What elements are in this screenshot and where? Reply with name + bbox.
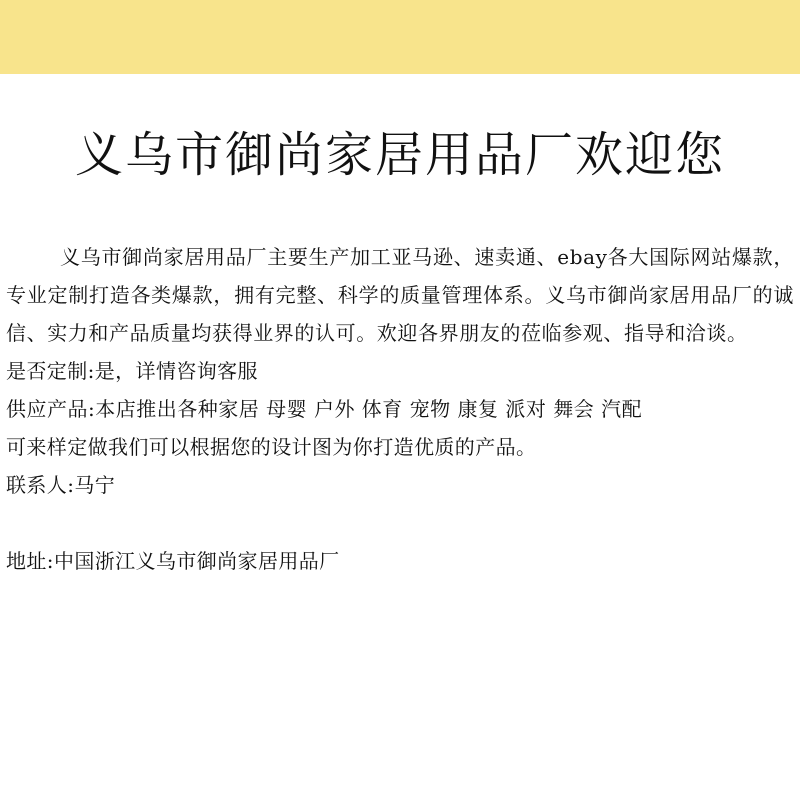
page-title: 义乌市御尚家居用品厂欢迎您 [74, 127, 725, 183]
products-line-1: 供应产品:本店推出各种家居 母婴 户外 体育 宠物 康复 派对 舞会 汽配 [6, 397, 643, 421]
top-color-band [0, 0, 800, 74]
intro-paragraph: 义乌市御尚家居用品厂主要生产加工亚马逊、速卖通、ebay各大国际网站爆款，专业定制打造各类爆款，拥有完整、科学的质量管理体系。义乌市御尚家居用品厂的诚信、实力和产品质量均获得业界的认可。欢迎各界朋友的莅临参观、指导和洽谈。 [6, 245, 794, 345]
company-description [6, 238, 794, 580]
address: 地址:中国浙江义乌市御尚家居用品厂 [6, 549, 340, 573]
products-line-2: 可来样定做我们可以根据您的设计图为你打造优质的产品。 [6, 435, 537, 459]
contact-person: 联系人:马宁 [6, 473, 116, 497]
customization-info: 是否定制:是，详情咨询客服 [6, 359, 258, 383]
blank-spacer [6, 504, 794, 542]
